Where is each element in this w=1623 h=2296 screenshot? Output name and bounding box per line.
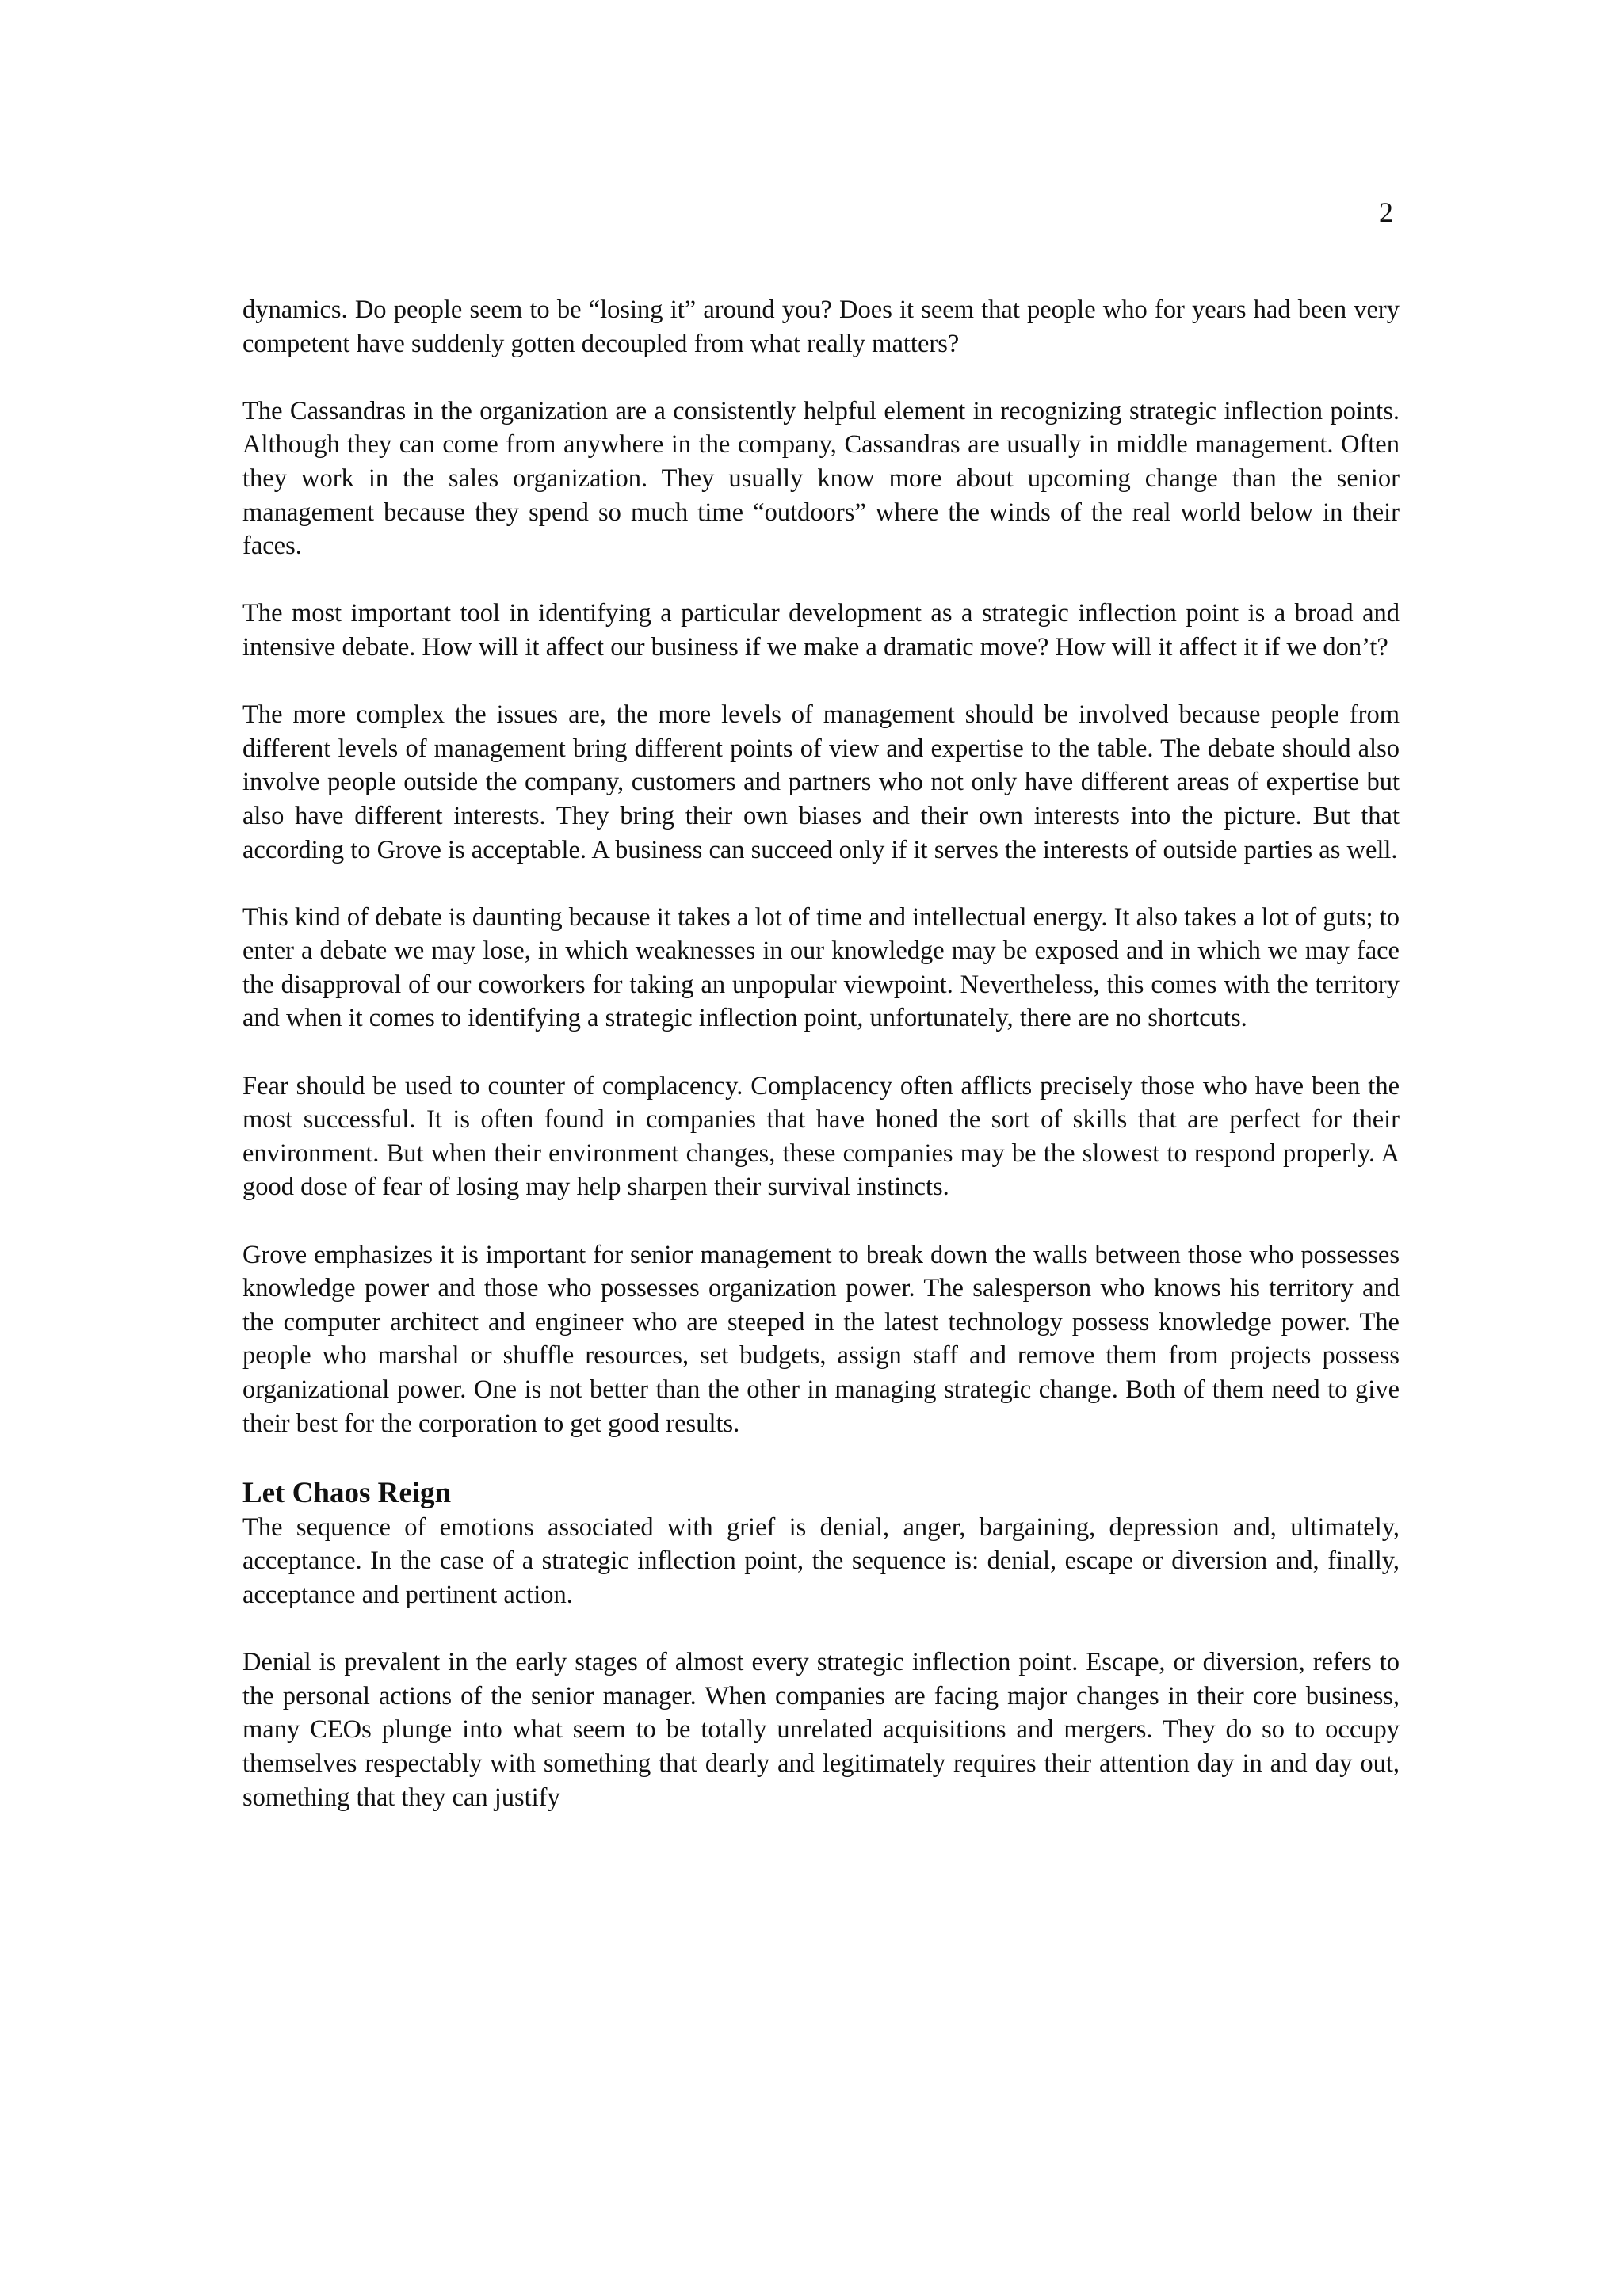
- paragraph: dynamics. Do people seem to be “losing it” around you? Does it seem that people who for years had been very competent have suddenly gotten decoupled from what really matters?: [242, 296, 1400, 358]
- page-number: 2: [1379, 196, 1393, 228]
- paragraph: The more complex the issues are, the more levels of management should be involved because people from different levels of management bring different points of view and expertise to the table. The debate should also involve people outside the company, customers and partners who not only have different areas of expertise but also have different interests. They bring their own biases and their own interests into the picture. But that according to Grove is acceptable. A business can succeed only if it serves the interests of outside parties as well.: [242, 700, 1400, 864]
- paragraph: Grove emphasizes it is important for senior management to break down the walls between those who possesses knowledge power and those who possesses organization power. The salesperson who knows his territory and the computer architect and engineer who are steeped in the latest technology possess knowledge power. The people who marshal or shuffle resources, set budgets, assign staff and remove them from projects possess organizational power. One is not better than the other in managing strategic change. Both of them need to give their best for the corporation to get good results.: [242, 1240, 1400, 1438]
- paragraph: The Cassandras in the organization are a consistently helpful element in recognizing strategic inflection points. Although they can come from anywhere in the company, Cassandras are usually in middle management. Often they work in the sales organization. They usually know more about upcoming change than the senior management because they spend so much time “outdoors” where the winds of the real world below in their faces.: [242, 396, 1400, 561]
- paragraph: Fear should be used to counter of complacency. Complacency often afflicts precisely those who have been the most successful. It is often found in companies that have honed the sort of skills that are perfect for their environment. But when their environment changes, these companies may be the slowest to respond properly. A good dose of fear of losing may help sharpen their survival instincts.: [242, 1071, 1400, 1202]
- paragraph: The sequence of emotions associated with grief is denial, anger, bargaining, depression and, ultimately, acceptance. In the case of a strategic inflection point, the sequence is: denial, escape or diversion and, finally, acceptance and pertinent action.: [242, 1512, 1400, 1609]
- paragraph: Denial is prevalent in the early stages of almost every strategic inflection point. Escape, or diversion, refers to the personal actions of the senior manager. When companies are facing major changes in their core business, many CEOs plunge into what seem to be totally unrelated acquisitions and mergers. They do so to occupy themselves respectably with something that dearly and legitimately requires their attention day in and day out, something that they can justify: [242, 1648, 1400, 1812]
- paragraph: This kind of debate is daunting because it takes a lot of time and intellectual energy. It also takes a lot of guts; to enter a debate we may lose, in which weaknesses in our knowledge may be exposed and in which we may face the disapproval of our coworkers for taking an unpopular viewpoint. Nevertheless, this comes with the territory and when it comes to identifying a strategic inflection point, unfortunately, there are no shortcuts.: [242, 902, 1400, 1033]
- section-heading: Let Chaos Reign: [242, 1476, 452, 1509]
- body-text: [242, 293, 1400, 1814]
- paragraph: The most important tool in identifying a particular development as a strategic inflection point is a broad and intensive debate. How will it affect our business if we make a dramatic move? How will it affect it if we don’t?: [242, 599, 1400, 662]
